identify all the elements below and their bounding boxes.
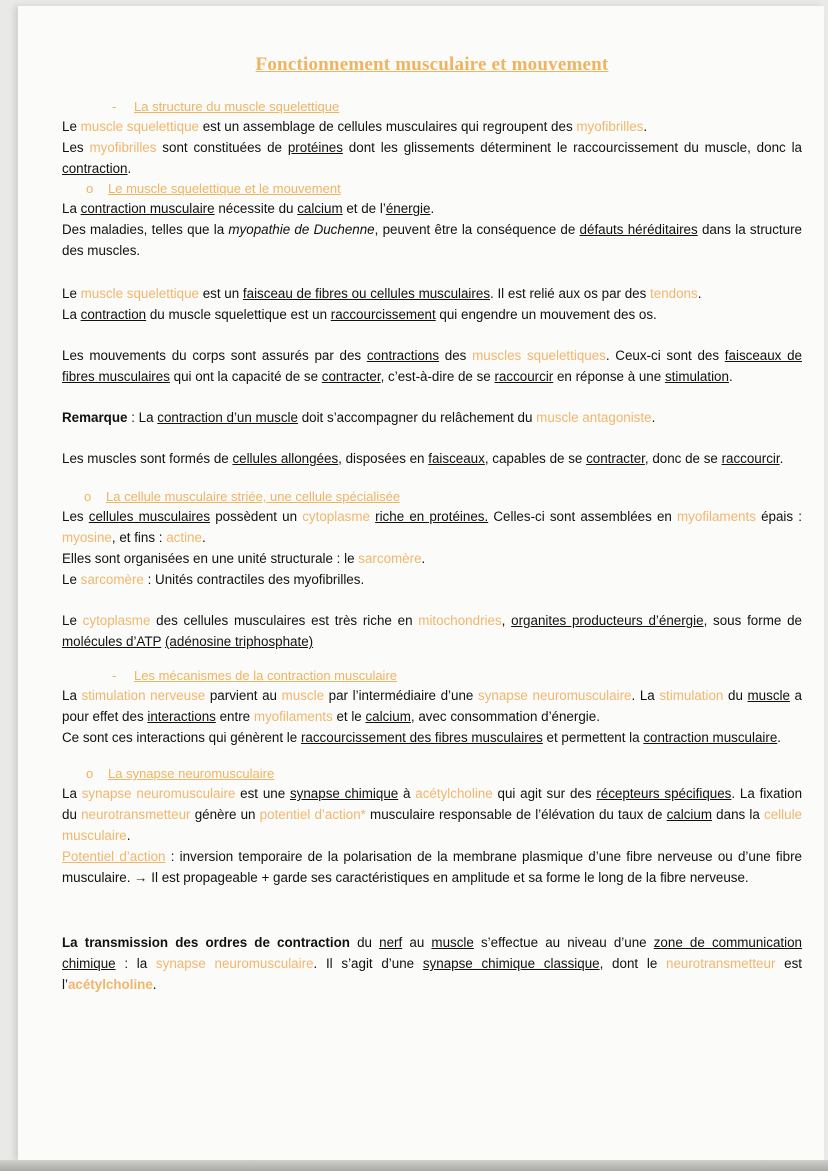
text-span: doit s’accompagner du relâchement du	[297, 410, 537, 425]
text-span: neurotransmetteur	[81, 807, 191, 822]
text-span: entre	[215, 709, 254, 724]
text-span: au	[402, 935, 432, 950]
section-heading-cellule	[62, 487, 802, 506]
text-span: : Unités contractiles des myofibrilles.	[143, 572, 365, 587]
text-span: La	[62, 201, 81, 216]
text-span: , sous forme de	[703, 613, 802, 628]
text-span: synapse chimique	[289, 786, 399, 801]
text-span: faisceau de fibres ou cellules musculaires	[242, 286, 491, 301]
text-span: stimulation	[659, 688, 724, 703]
text-span: contraction musculaire	[80, 201, 215, 216]
text-span: cellule musculaire	[62, 807, 802, 843]
text-span: s’effectue au niveau d’une	[473, 935, 654, 950]
text-span: du muscle squelettique est un	[146, 307, 331, 322]
text-span: Ce sont ces interactions qui génèrent le	[62, 730, 301, 745]
text-span: raccourcir	[721, 451, 780, 466]
text-span: Les mouvements du corps sont assurés par des	[62, 348, 367, 363]
text-span: calcium	[297, 201, 343, 216]
scan-edge	[0, 1160, 828, 1171]
text-span: synapse neuromusculaire	[155, 956, 314, 971]
text-span: faisceaux	[428, 451, 485, 466]
text-span: calcium	[365, 709, 411, 724]
paragraph	[62, 116, 802, 137]
section-heading-mouvement	[62, 179, 802, 198]
text-span: potentiel d’action*	[259, 807, 366, 822]
text-span: La	[62, 688, 82, 703]
text-span: , donc de se	[644, 451, 722, 466]
text-span: est l’	[62, 956, 803, 992]
text-span: .	[126, 828, 131, 843]
paragraph	[62, 137, 802, 179]
text-span: parvient au	[205, 688, 282, 703]
text-span: dont les glissements déterminent le raccourcissement du muscle, donc la	[342, 140, 803, 155]
text-span: nécessite du	[214, 201, 298, 216]
text-span: contraction musculaire	[643, 730, 778, 745]
text-span: mitochondries	[418, 613, 502, 628]
text-span: myopathie de Duchenne	[228, 222, 375, 237]
text-span: est un	[198, 286, 243, 301]
text-span: génère un	[190, 807, 260, 822]
text-span: Le	[62, 286, 81, 301]
text-span: myofibrilles	[89, 140, 157, 155]
document-page	[18, 6, 824, 1161]
text-span: synapse chimique classique	[422, 956, 600, 971]
bullet-dash: -	[112, 668, 117, 683]
text-span: Potentiel d’action	[62, 849, 166, 864]
text-span: muscle	[281, 688, 325, 703]
text-span: myofilaments	[677, 509, 756, 524]
text-span: muscle antagoniste	[536, 410, 652, 425]
text-span: épais :	[755, 509, 802, 524]
text-span: synapse neuromusculaire	[81, 786, 236, 801]
text-span: muscle	[431, 935, 474, 950]
paragraph	[62, 198, 802, 219]
paragraph	[62, 932, 802, 995]
text-span: des	[439, 348, 473, 363]
text-span: cytoplasme	[82, 613, 151, 628]
text-span: muscle squelettique	[80, 119, 199, 134]
paragraph	[62, 506, 802, 548]
text-span: riche en protéines.	[375, 509, 489, 524]
text-span: dans la	[712, 807, 765, 822]
bullet-circle: o	[86, 181, 94, 196]
text-span: .	[421, 551, 426, 566]
bullet-circle: o	[86, 766, 94, 781]
text-span: contraction	[62, 161, 128, 176]
text-span: actine	[166, 530, 202, 545]
section-heading-mecanismes	[62, 666, 802, 685]
text-span: sarcomère	[358, 551, 422, 566]
text-span: , c’est-à-dire de se	[380, 369, 495, 384]
text-span: .	[697, 286, 702, 301]
text-span: calcium	[666, 807, 712, 822]
text-span: molécules d’ATP	[62, 634, 162, 649]
document-content	[62, 54, 802, 995]
text-span: et de l’	[342, 201, 386, 216]
text-span: , avec consommation d’énergie.	[410, 709, 600, 724]
section-heading-text: La synapse neuromusculaire	[108, 766, 275, 781]
text-span: Celles-ci sont assemblées en	[488, 509, 678, 524]
text-span: Remarque	[62, 410, 128, 425]
paragraph	[62, 345, 802, 387]
text-span: stimulation	[664, 369, 729, 384]
paragraph	[62, 548, 802, 569]
text-span: est un assemblage de cellules musculaires qui regroupent des	[198, 119, 577, 134]
text-span: myosine	[62, 530, 112, 545]
paragraph	[62, 685, 802, 727]
text-span: .	[127, 161, 132, 176]
section-heading-text: La cellule musculaire striée, une cellule spécialisée	[106, 489, 401, 504]
text-span: est une	[235, 786, 290, 801]
text-span: sont constituées de	[156, 140, 288, 155]
paragraph	[62, 448, 802, 469]
text-span: contracter	[586, 451, 645, 466]
text-span: en réponse à une	[553, 369, 665, 384]
text-span: et le	[332, 709, 366, 724]
text-span: faisceaux de fibres musculaires	[62, 348, 802, 384]
text-span: musculaire responsable de l’élévation du taux de	[365, 807, 667, 822]
text-span: du	[723, 688, 748, 703]
section-heading-text: La structure du muscle squelettique	[134, 99, 340, 114]
text-span: neurotransmetteur	[666, 956, 776, 971]
text-span: des cellules musculaires est très riche en	[150, 613, 419, 628]
text-span: .	[201, 530, 206, 545]
text-span: zone de communication chimique	[62, 935, 802, 971]
text-span: (adénosine triphosphate)	[164, 634, 314, 649]
text-span: : La	[127, 410, 158, 425]
text-span: . Ceux-ci sont des	[605, 348, 725, 363]
text-span: interactions	[147, 709, 216, 724]
paragraph	[62, 219, 802, 261]
text-span: Elles sont organisées en une unité structurale : le	[62, 551, 359, 566]
text-span: du	[349, 935, 380, 950]
text-span: énergie	[385, 201, 431, 216]
text-span: , dont le	[599, 956, 666, 971]
text-span: : inversion temporaire de la polarisation de la membrane plasmique d’une fibre nerveuse ou d’une fibre musculaire. → Il est propageable + garde ses caractéristiques en amplitude et sa forme le long de la fibre nerveuse.	[62, 849, 802, 885]
text-span: muscle	[747, 688, 790, 703]
definition	[62, 846, 802, 888]
text-span: .	[651, 410, 656, 425]
text-span: Des maladies, telles que la	[62, 222, 229, 237]
text-span: Le	[62, 572, 81, 587]
text-span: cytoplasme	[302, 509, 370, 524]
text-span: protéines	[287, 140, 343, 155]
text-span: synapse neuromusculaire	[478, 688, 632, 703]
text-span: acétylcholine	[67, 977, 153, 992]
text-span: défauts héréditaires	[579, 222, 698, 237]
text-span: dans la structure des muscles.	[62, 222, 803, 258]
text-span: qui agit sur des	[492, 786, 597, 801]
text-span: tendons	[650, 286, 698, 301]
text-span: acétylcholine	[415, 786, 493, 801]
paragraph	[62, 783, 802, 846]
section-heading-synapse	[62, 764, 802, 783]
paragraph	[62, 304, 802, 325]
text-span: raccourcissement des fibres musculaires	[300, 730, 543, 745]
section-heading-text: Les mécanismes de la contraction musculaire	[134, 668, 398, 683]
text-span: . Il s’agit d’une	[313, 956, 423, 971]
text-span: contraction d’un muscle	[157, 410, 298, 425]
text-span: .	[643, 119, 648, 134]
text-span: et permettent la	[542, 730, 644, 745]
text-span: raccourcir	[494, 369, 554, 384]
text-span: Les	[62, 509, 89, 524]
text-span: , et fins :	[111, 530, 167, 545]
text-span: cellules musculaires	[88, 509, 211, 524]
remark	[62, 407, 802, 428]
text-span: .	[779, 451, 784, 466]
text-span: qui engendre un mouvement des os.	[435, 307, 657, 322]
text-span: Le	[62, 613, 83, 628]
text-span: raccourcissement	[330, 307, 436, 322]
text-span: récepteurs spécifiques	[596, 786, 732, 801]
paragraph	[62, 569, 802, 590]
text-span: stimulation nerveuse	[81, 688, 206, 703]
text-span: Le	[62, 119, 81, 134]
text-span: ,	[501, 613, 512, 628]
text-span: , peuvent être la conséquence de	[374, 222, 580, 237]
text-span: nerf	[379, 935, 403, 950]
text-span: myofilaments	[253, 709, 333, 724]
text-span: .	[430, 201, 435, 216]
text-span: organites producteurs d’énergie	[511, 613, 704, 628]
text-span: à	[398, 786, 416, 801]
text-span: Les muscles sont formés de	[62, 451, 233, 466]
text-span: .	[777, 730, 782, 745]
text-span: contracter	[321, 369, 381, 384]
text-span: par l’intermédiaire d’une	[324, 688, 478, 703]
text-span: , disposées en	[338, 451, 429, 466]
text-span: contraction	[80, 307, 147, 322]
text-span: muscle squelettique	[80, 286, 199, 301]
text-span: La	[62, 786, 82, 801]
bullet-circle: o	[84, 489, 92, 504]
text-span: qui ont la capacité de se	[169, 369, 322, 384]
bullet-dash: -	[112, 99, 117, 114]
text-span: , capables de se	[484, 451, 587, 466]
text-span: myofibrilles	[576, 119, 644, 134]
text-span: possèdent un	[210, 509, 303, 524]
paragraph	[62, 727, 802, 748]
text-span: La	[62, 307, 81, 322]
text-span: : la	[115, 956, 156, 971]
paragraph	[62, 610, 802, 652]
text-span: .	[152, 977, 157, 992]
section-heading-structure	[62, 97, 802, 116]
text-span: . La	[631, 688, 660, 703]
text-span: . Il est relié aux os par des	[490, 286, 651, 301]
page-title: Fonctionnement musculaire et mouvement	[255, 54, 609, 75]
section-heading-text: Le muscle squelettique et le mouvement	[108, 181, 341, 196]
text-span: .	[728, 369, 733, 384]
text-span: sarcomère	[80, 572, 144, 587]
text-span: La transmission des ordres de contraction	[62, 935, 350, 950]
text-span: a pour effet des	[62, 688, 803, 724]
text-span: . La fixation du	[62, 786, 803, 822]
text-span: muscles squelettiques	[472, 348, 606, 363]
paragraph	[62, 283, 802, 304]
text-span: Les	[62, 140, 90, 155]
text-span: cellules allongées	[232, 451, 339, 466]
text-span: contractions	[366, 348, 440, 363]
